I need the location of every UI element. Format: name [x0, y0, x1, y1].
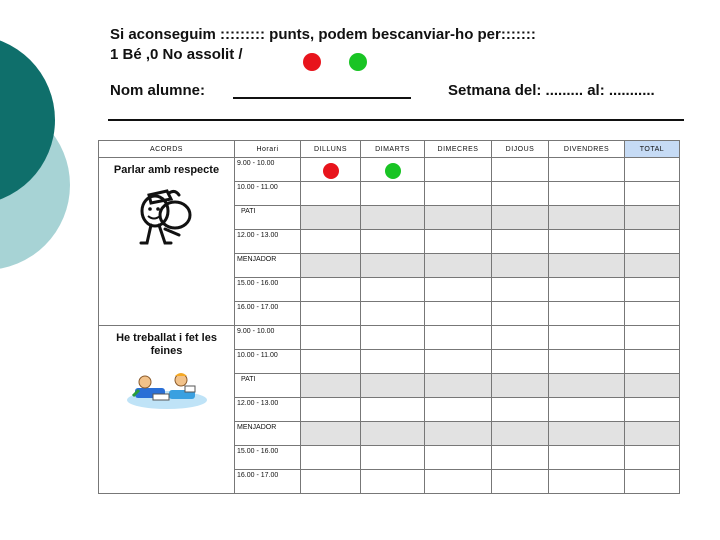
day-cell[interactable]: [361, 422, 425, 446]
day-cell[interactable]: [492, 254, 549, 278]
day-cell[interactable]: [301, 398, 361, 422]
time-slot: PATI: [235, 206, 301, 230]
day-cell[interactable]: [301, 230, 361, 254]
total-cell[interactable]: [625, 374, 680, 398]
time-slot: 10.00 - 11.00: [235, 182, 301, 206]
day-cell[interactable]: [425, 446, 492, 470]
time-slot: 15.00 - 16.00: [235, 278, 301, 302]
time-slot: 12.00 - 13.00: [235, 230, 301, 254]
decorative-circles: [0, 0, 80, 300]
day-cell[interactable]: [361, 230, 425, 254]
day-cell[interactable]: [549, 470, 625, 494]
total-cell[interactable]: [625, 230, 680, 254]
day-cell[interactable]: [361, 350, 425, 374]
time-slot: MENJADOR: [235, 254, 301, 278]
day-cell[interactable]: [425, 422, 492, 446]
day-cell[interactable]: [301, 182, 361, 206]
day-cell[interactable]: [492, 398, 549, 422]
day-cell[interactable]: [492, 158, 549, 182]
header-divider: [108, 119, 684, 121]
day-cell[interactable]: [492, 374, 549, 398]
time-slot: MENJADOR: [235, 422, 301, 446]
col-header-total: TOTAL: [625, 141, 680, 158]
reward-instruction: Si aconseguim ::::::::: punts, podem bescanviar-ho per:::::::: [110, 26, 536, 43]
behavior-schedule-table: [98, 140, 680, 494]
time-slot: 16.00 - 17.00: [235, 302, 301, 326]
total-cell[interactable]: [625, 302, 680, 326]
day-cell[interactable]: [492, 302, 549, 326]
green-dot-icon: [385, 163, 401, 179]
day-cell[interactable]: [492, 350, 549, 374]
day-cell[interactable]: [492, 470, 549, 494]
day-cell[interactable]: [425, 278, 492, 302]
day-cell[interactable]: [549, 374, 625, 398]
time-slot: 9.00 - 10.00: [235, 326, 301, 350]
day-cell[interactable]: [549, 206, 625, 230]
col-header-acords: ACORDS: [99, 141, 235, 158]
day-cell[interactable]: [549, 398, 625, 422]
day-cell[interactable]: [301, 302, 361, 326]
day-cell[interactable]: [549, 254, 625, 278]
cartoon-person-icon: [135, 185, 199, 255]
day-cell[interactable]: [425, 230, 492, 254]
day-cell[interactable]: [492, 278, 549, 302]
day-cell[interactable]: [301, 470, 361, 494]
day-cell[interactable]: [361, 326, 425, 350]
day-cell[interactable]: [361, 278, 425, 302]
time-slot: 12.00 - 13.00: [235, 398, 301, 422]
total-cell[interactable]: [625, 422, 680, 446]
total-cell[interactable]: [625, 278, 680, 302]
student-name-label: Nom alumne:: [110, 82, 206, 99]
day-cell[interactable]: [301, 254, 361, 278]
day-cell[interactable]: [425, 398, 492, 422]
day-cell[interactable]: [425, 158, 492, 182]
red-dot-icon: [323, 163, 339, 179]
day-cell[interactable]: [425, 350, 492, 374]
time-slot: PATI: [235, 374, 301, 398]
day-cell[interactable]: [549, 158, 625, 182]
total-cell[interactable]: [625, 446, 680, 470]
agreement-cell: [99, 326, 235, 494]
col-header-divendres: DIVENDRES: [549, 141, 625, 158]
day-cell[interactable]: [549, 446, 625, 470]
scoring-legend: 1 Bé ,0 No assolit /: [110, 46, 243, 63]
day-cell[interactable]: [549, 278, 625, 302]
total-cell[interactable]: [625, 350, 680, 374]
total-cell[interactable]: [625, 398, 680, 422]
table-header-row: [99, 141, 680, 158]
day-cell[interactable]: [361, 254, 425, 278]
total-cell[interactable]: [625, 206, 680, 230]
day-cell[interactable]: [361, 374, 425, 398]
day-cell[interactable]: [361, 158, 425, 182]
green-dot-icon: [349, 53, 367, 71]
table-row: [99, 158, 680, 182]
day-cell[interactable]: [301, 446, 361, 470]
total-cell[interactable]: [625, 158, 680, 182]
day-cell[interactable]: [301, 350, 361, 374]
week-range-label: Setmana del: ......... al: ...........: [448, 82, 655, 99]
reading-children-icon: [125, 366, 209, 412]
day-cell[interactable]: [425, 182, 492, 206]
day-cell[interactable]: [492, 206, 549, 230]
day-cell[interactable]: [425, 470, 492, 494]
col-header-dijous: DIJOUS: [492, 141, 549, 158]
day-cell[interactable]: [301, 278, 361, 302]
total-cell[interactable]: [625, 470, 680, 494]
col-header-dimecres: DIMECRES: [425, 141, 492, 158]
total-cell[interactable]: [625, 254, 680, 278]
day-cell[interactable]: [361, 446, 425, 470]
student-name-blank[interactable]: [233, 97, 411, 99]
day-cell[interactable]: [549, 230, 625, 254]
day-cell[interactable]: [425, 206, 492, 230]
col-header-dimarts: DIMARTS: [361, 141, 425, 158]
day-cell[interactable]: [492, 446, 549, 470]
total-cell[interactable]: [625, 182, 680, 206]
agreement-title: He treballat i fet les feines: [116, 332, 217, 357]
day-cell[interactable]: [361, 470, 425, 494]
day-cell[interactable]: [301, 422, 361, 446]
time-slot: 15.00 - 16.00: [235, 446, 301, 470]
day-cell[interactable]: [492, 422, 549, 446]
table-row: [99, 326, 680, 350]
day-cell[interactable]: [492, 326, 549, 350]
time-slot: 10.00 - 11.00: [235, 350, 301, 374]
time-slot: 9.00 - 10.00: [235, 158, 301, 182]
day-cell[interactable]: [425, 254, 492, 278]
day-cell[interactable]: [492, 230, 549, 254]
agreement-title: Parlar amb respecte: [113, 164, 220, 176]
day-cell[interactable]: [549, 326, 625, 350]
day-cell[interactable]: [425, 302, 492, 326]
day-cell[interactable]: [361, 302, 425, 326]
day-cell[interactable]: [361, 206, 425, 230]
day-cell[interactable]: [301, 374, 361, 398]
total-cell[interactable]: [625, 326, 680, 350]
day-cell[interactable]: [549, 422, 625, 446]
time-slot: 16.00 - 17.00: [235, 470, 301, 494]
col-header-dilluns: DILLUNS: [301, 141, 361, 158]
day-cell[interactable]: [301, 326, 361, 350]
day-cell[interactable]: [361, 398, 425, 422]
day-cell[interactable]: [549, 302, 625, 326]
day-cell[interactable]: [425, 326, 492, 350]
agreement-cell: [99, 158, 235, 326]
red-dot-icon: [303, 53, 321, 71]
day-cell[interactable]: [492, 182, 549, 206]
day-cell[interactable]: [361, 182, 425, 206]
col-header-horari: Horari: [235, 141, 301, 158]
day-cell[interactable]: [301, 158, 361, 182]
day-cell[interactable]: [549, 182, 625, 206]
day-cell[interactable]: [549, 350, 625, 374]
day-cell[interactable]: [301, 206, 361, 230]
day-cell[interactable]: [425, 374, 492, 398]
